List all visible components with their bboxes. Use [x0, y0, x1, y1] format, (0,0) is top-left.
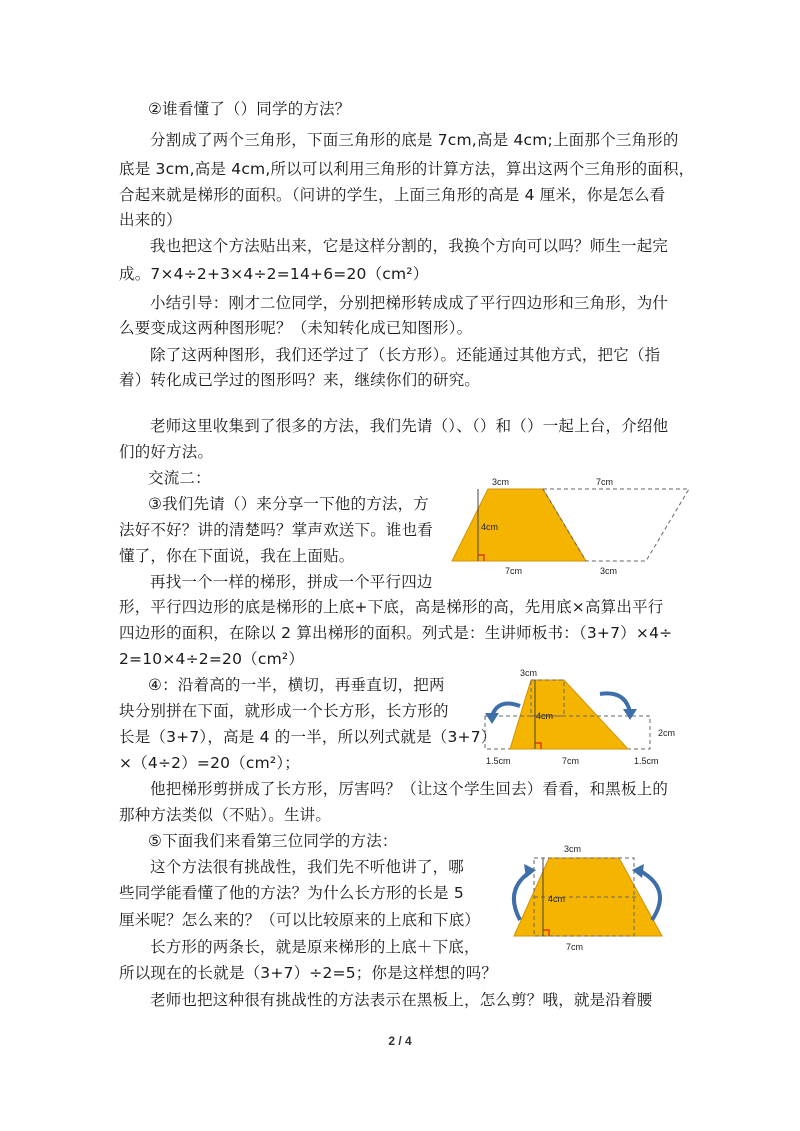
question-line: ②谁看懂了（）同学的方法？ — [148, 100, 351, 118]
section-heading: 交流二： — [148, 469, 211, 487]
formula-line: ×（4÷2）=20（cm²）； — [119, 754, 300, 772]
fig2-top-label: 3cm — [520, 668, 538, 678]
body-line: 出来的） — [119, 211, 182, 229]
body-line: 块分别拼在下面，就形成一个长方形，长方形的 — [119, 702, 449, 720]
fig1-top-label: 3cm — [492, 477, 510, 487]
body-line: 么要变成这两种图形呢？（未知转化成已知图形）。 — [119, 319, 473, 337]
fig3-bottom-label: 7cm — [566, 942, 584, 952]
formula-line: 2=10×4÷2=20（cm²） — [119, 650, 305, 668]
body-line: 分割成了两个三角形，下面三角形的底是 7cm,高是 4cm;上面那个三角形的 — [150, 131, 679, 149]
fig2-bottom-right-label: 1.5cm — [634, 756, 659, 766]
body-line: 些同学能看懂了他的方法？为什么长方形的长是 5 — [119, 884, 464, 902]
fig1-bottom-label: 7cm — [505, 566, 523, 576]
body-line: 厘米呢？怎么来的？（可以比较原来的上底和下底） — [119, 911, 481, 929]
body-line: 再找一个一样的梯形，拼成一个平行四边 — [150, 573, 433, 591]
fig2-bottom-left-label: 1.5cm — [486, 756, 511, 766]
body-line: 小结引导：刚才二位同学，分别把梯形转成成了平行四边形和三角形，为什 — [150, 294, 669, 312]
fig3-height-label: 4cm — [548, 894, 566, 904]
body-line: 老师这里收集到了很多的方法，我们先请（）、（）和（）一起上台，介绍他 — [150, 417, 669, 435]
body-line: 法好不好？讲的清楚吗？掌声欢送下。谁也看 — [119, 521, 434, 539]
body-line: 合起来就是梯形的面积。（问讲的学生，上面三角形的高是 4 厘米，你是怎么看 — [119, 186, 666, 204]
fig2-bottom-label: 7cm — [562, 756, 580, 766]
page-number: 2 / 4 — [388, 1034, 412, 1048]
body-line: ⑤下面我们来看第三位同学的方法： — [148, 832, 398, 850]
fig2-right-label: 2cm — [658, 728, 676, 738]
fig3-top-label: 3cm — [564, 844, 582, 854]
fig1-bottom-right-label: 3cm — [600, 566, 618, 576]
body-line: 底是 3cm,高是 4cm,所以可以利用三角形的计算方法，算出这两个三角形的面积， — [119, 160, 695, 178]
body-line: 老师也把这种很有挑战性的方法表示在黑板上，怎么剪？哦，就是沿着腰 — [150, 991, 653, 1009]
body-line: 除了这两种图形，我们还学过了（长方形）。还能通过其他方式，把它（指 — [150, 346, 661, 364]
body-line: 长方形的两条长，就是原来梯形的上底＋下底， — [150, 938, 480, 956]
body-line: 他把梯形剪拼成了长方形，厉害吗？（让这个学生回去）看看，和黑板上的 — [150, 780, 669, 798]
body-line: 长是（3+7），高是 4 的一半，所以列式就是（3+7） — [119, 728, 497, 746]
trapezoid-parallelogram-figure — [448, 472, 698, 582]
fig1-top-right-label: 7cm — [596, 477, 614, 487]
fig1-height-label: 4cm — [481, 522, 499, 532]
body-line: 所以现在的长就是（3+7）÷2=5；你是这样想的吗？ — [119, 964, 498, 982]
body-line: 那种方法类似（不贴）。生讲。 — [119, 806, 332, 824]
formula-line: 成。7×4÷2+3×4÷2=14+6=20（cm²） — [119, 265, 429, 283]
body-line: 我也把这个方法贴出来，它是这样分割的，我换个方向可以吗？师生一起完 — [150, 237, 669, 255]
fig2-height-label: 4cm — [536, 711, 554, 721]
trapezoid-midline-figure — [502, 840, 682, 952]
trapezoid-to-rectangle-figure — [480, 666, 700, 772]
body-line: 着）转化成已学过的图形吗？来，继续你们的研究。 — [119, 371, 481, 389]
body-line: 们的好方法。 — [119, 443, 214, 461]
body-line: 四边形的面积，在除以 2 算出梯形的面积。列式是：生讲师板书：（3+7）×4÷ — [119, 624, 673, 642]
body-line: ③我们先请（）来分享一下他的方法，方 — [148, 495, 429, 513]
body-line: ④：沿着高的一半，横切，再垂直切，把两 — [148, 676, 445, 694]
body-line: 懂了，你在下面说，我在上面贴。 — [119, 547, 355, 565]
body-line: 这个方法很有挑战性，我们先不听他讲了，哪 — [150, 858, 465, 876]
body-line: 形，平行四边形的底是梯形的上底+下底，高是梯形的高，先用底×高算出平行 — [119, 598, 664, 616]
